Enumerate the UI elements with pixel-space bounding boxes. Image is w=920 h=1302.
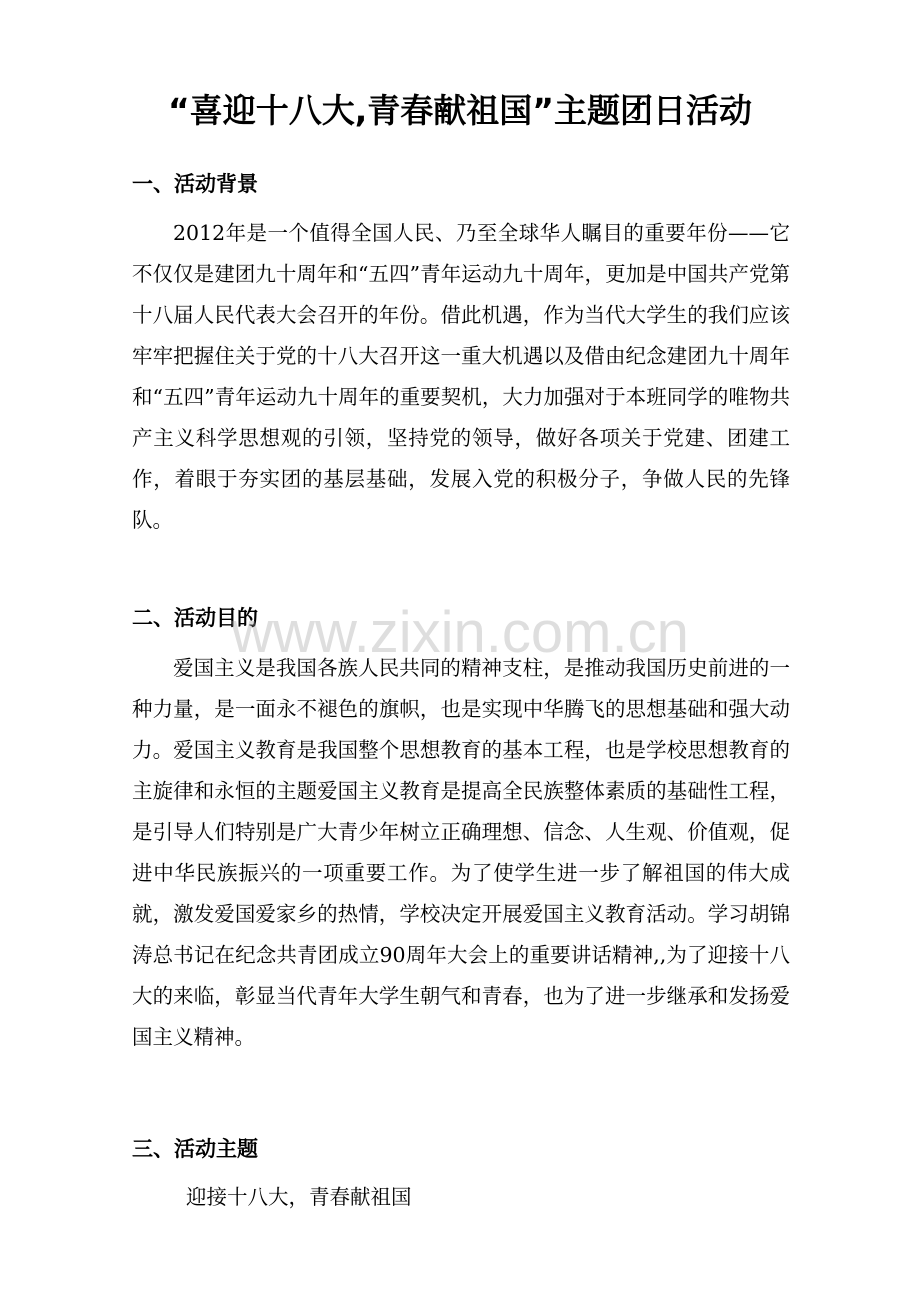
paragraph-theme: 迎接十八大，青春献祖国	[186, 1185, 412, 1209]
paragraph-background: 2012年是一个值得全国人民、乃至全球华人瞩目的重要年份——它不仅仅是建团九十周年和“五四”青年运动九十周年，更加是中国共产党第十八届人民代表大会召开的年份。借此机遇，作为当代大学生的我们应该牢牢把握住关于党的十八大召开这一重大机遇以及借由纪念建团九十周年和“五四”青年运动九十周年的重要契机，大力加强对于本班同学的唯物共产主义科学思想观的引领，坚持党的领导，做好各项关于党建、团建工作，着眼于夯实团的基层基础，发展入党的积极分子，争做人民的先锋队。	[132, 221, 790, 532]
section-heading-theme: 三、活动主题	[132, 1137, 258, 1161]
document-title: “喜迎十八大,青春献祖国”主题团日活动	[168, 91, 752, 130]
section-heading-purpose: 二、活动目的	[132, 606, 258, 630]
watermark: www.zixin.com.cn	[231, 600, 689, 665]
paragraph-purpose: 爱国主义是我国各族人民共同的精神支柱，是推动我国历史前进的一种力量，是一面永不褪色的旗帜，也是实现中华腾飞的思想基础和强大动力。爱国主义教育是我国整个思想教育的基本工程，也是学校思想教育的主旋律和永恒的主题爱国主义教育是提高全民族整体素质的基础性工程，是引导人们特别是广大青少年树立正确理想、信念、人生观、价值观，促进中华民族振兴的一项重要工作。为了使学生进一步了解祖国的伟大成就，激发爱国爱家乡的热情，学校决定开展爱国主义教育活动。学习胡锦涛总书记在纪念共青团成立90周年大会上的重要讲话精神,,为了迎接十八大的来临，彰显当代青年大学生朝气和青春，也为了进一步继承和发扬爱国主义精神。	[132, 656, 790, 1049]
section-heading-background: 一、活动背景	[132, 172, 258, 196]
